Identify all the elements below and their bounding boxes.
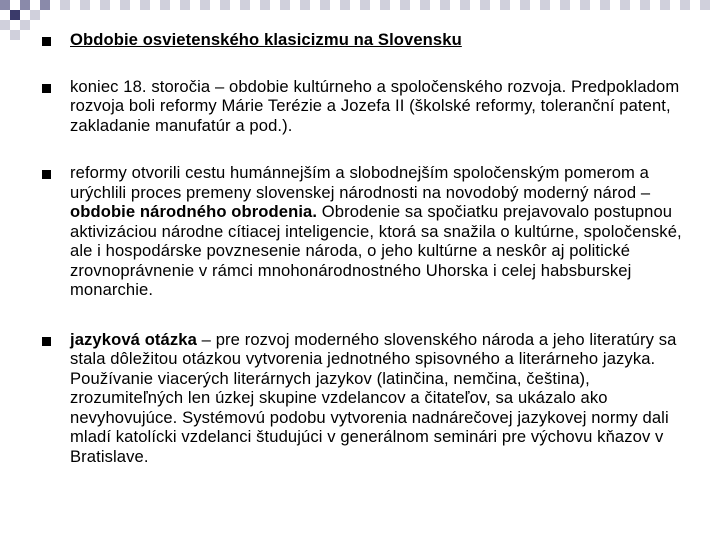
checker-cell [40,0,50,10]
checker-cell [340,0,350,10]
square-bullet-icon [42,170,51,179]
reforms-text-start: reformy otvorili cestu humánnejším a slobodnejším spoločenským pomerom a urýchlili proces premeny slovenskej národnosti na novodobý moderný národ – [70,163,651,202]
square-bullet-icon [42,84,51,93]
checker-cell [140,0,150,10]
checker-cell [10,30,20,40]
checker-cell [500,0,510,10]
checker-cell [160,0,170,10]
checker-cell [560,0,570,10]
checker-cell [460,0,470,10]
bullet-item-reforms [36,163,686,300]
checker-cell [600,0,610,10]
bullet-item-language [36,330,686,467]
language-bold-phrase: jazyková otázka [70,329,197,349]
checker-cell [20,0,30,10]
checker-cell [620,0,630,10]
checker-cell [520,0,530,10]
checker-cell [580,0,590,10]
checker-cell [300,0,310,10]
language-text: – pre rozvoj moderného slovenského národa a jeho literatúry sa stala dôležitou otázkou vytvorenia jednotného spisovného a literárneho jazyka. Používanie viacerých literárnych jazykov (latinčina, nemčina, čeština), zrozumiteľných len úzkej skupine vzdelancov a čitateľov, sa ukázalo ako nevyhovujúce. Systémovú podobu vytvorenia nadnárečovej jazykovej normy dali mladí katolícki vzdelanci študujúci v generálnom seminári pre výchovu kňazov v Bratislave. [70,329,677,466]
checker-cell [220,0,230,10]
checker-cell [440,0,450,10]
checker-cell [400,0,410,10]
checker-cell [680,0,690,10]
square-bullet-icon [42,337,51,346]
checker-cell [20,20,30,30]
bullet-item-heading [36,30,686,50]
checker-cell [420,0,430,10]
checker-cell [60,0,70,10]
bullet-text-reforms [70,163,686,300]
bullet-text-language [70,330,686,467]
checker-cell [700,0,710,10]
reforms-text-end: Obrodenie sa spočiatku prejavovalo postupnou aktivizáciou národne cítiacej inteligencie, ktorá sa snažila o kultúrne, spoločenské, ale i hospodárske povznesenie národa, o jeho kultúrne a neskôr aj politické zrovnoprávnenie v rámci mnohonárodnostného Uhorska i celej habsburskej monarchie. [70,202,682,299]
checker-cell [80,0,90,10]
checker-cell [30,10,40,20]
checker-cell [240,0,250,10]
slide-heading: Obdobie osvietenského klasicizmu na Slovensku [70,30,462,49]
checker-cell [640,0,650,10]
bullet-item-period [36,77,686,136]
checker-cell [0,0,10,10]
checker-cell [480,0,490,10]
checker-cell [260,0,270,10]
checker-cell [0,20,10,30]
checker-cell [380,0,390,10]
checker-cell [280,0,290,10]
bullet-text-period: koniec 18. storočia – obdobie kultúrneho a spoločenského rozvoja. Predpokladom rozvoja boli reformy Márie Terézie a Jozefa II (školské reformy, toleranční patent, zakladanie manufatúr a pod.). [70,76,680,135]
checker-cell [180,0,190,10]
checker-cell [540,0,550,10]
checker-cell [320,0,330,10]
checker-cell [360,0,370,10]
checker-cell [660,0,670,10]
checker-cell [100,0,110,10]
square-bullet-icon [42,37,51,46]
checker-cell [200,0,210,10]
reforms-bold-phrase: obdobie národného obrodenia. [70,202,318,221]
checker-cell [120,0,130,10]
checker-cell [10,10,20,20]
slide-content [36,30,686,466]
